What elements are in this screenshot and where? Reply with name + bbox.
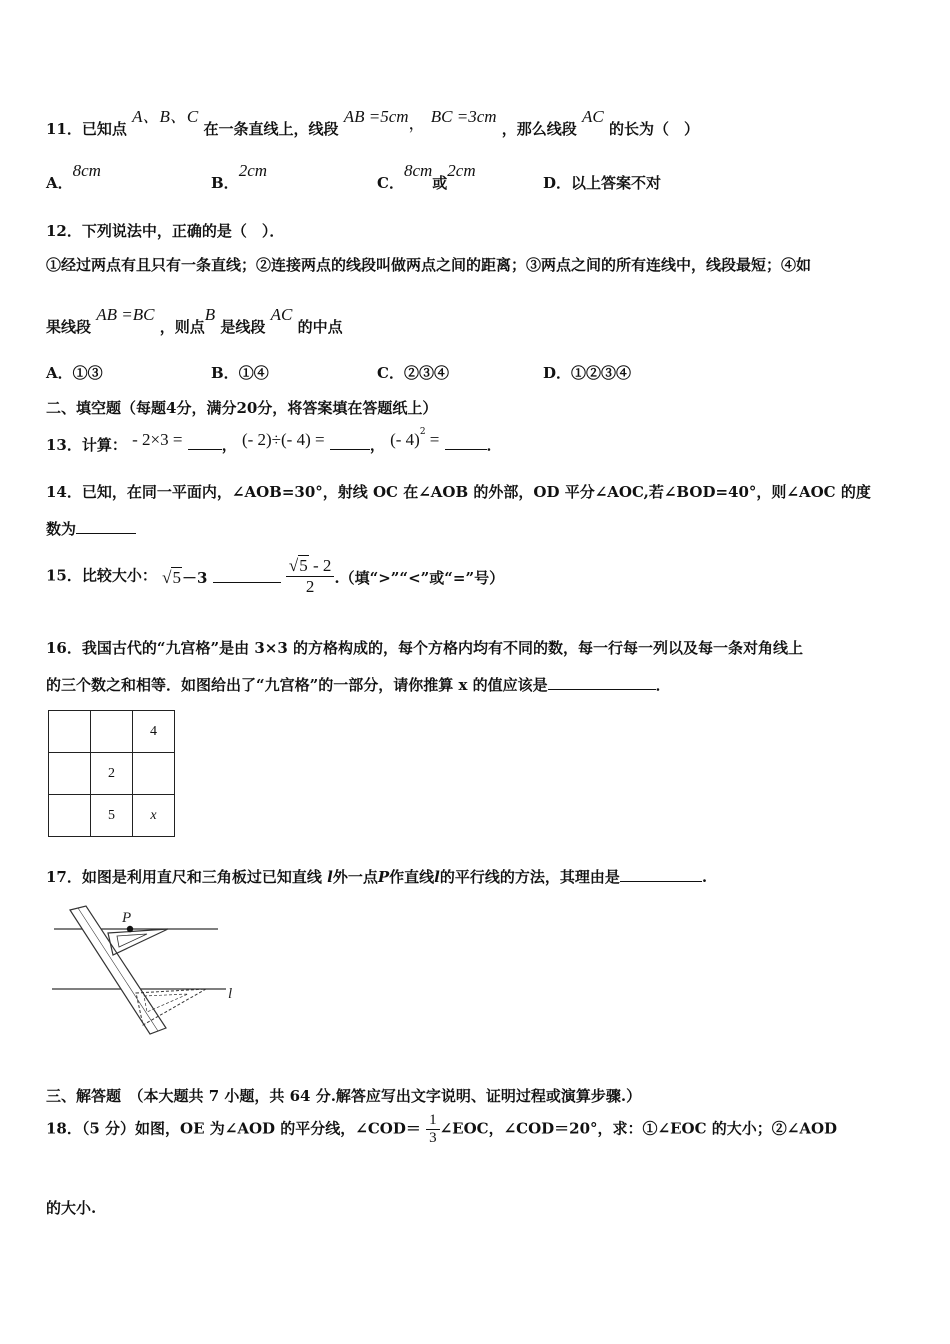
label-p: P <box>122 910 132 926</box>
q16-line-1: 16．我国古代的“九宫格”是由 3×3 的方格构成的，每个方格内均有不同的数，每一行每一列以及每一条对角线上 <box>46 639 804 657</box>
q13: 13．计算： - 2×3 = ， (- 2)÷(- 4) = ， (- 4)$^2$ = ． <box>46 427 502 454</box>
q14-blank[interactable] <box>76 519 136 534</box>
q16-line-2: 的三个数之和相等．如图给出了“九宫格”的一部分，请你推算 x 的值应该是 ． <box>46 676 671 694</box>
q12-statement-4: 果线段 AB =BC ，则点B 是线段 AC 的中点 <box>46 305 343 336</box>
q13-blank-2[interactable] <box>330 435 370 450</box>
grid-cell <box>49 711 91 753</box>
q15: 15．比较大小： √5－3 $\frac{√5 - 2}{2}$ .（填“>”“<”或“=”号） <box>46 556 505 596</box>
q11-ac: AC <box>582 107 604 126</box>
q12-option-a[interactable]: A．①③ <box>46 364 103 382</box>
q13-expr-1: - 2×3 = <box>132 430 183 449</box>
q14-line-2: 数为 <box>46 518 136 539</box>
q11-option-c[interactable]: C．8cm或2cm <box>377 161 476 192</box>
q12-stem: 12．下列说法中，正确的是（ ）． <box>46 222 285 240</box>
q11-stem: 11．已知点 A、B、C 在一条直线上，线段 AB =5cm， BC =3cm ，那么线段 AC 的长为（ ） <box>46 107 700 138</box>
ruler-triangle-figure <box>48 900 248 1040</box>
q18-line-2: 的大小. <box>46 1199 97 1217</box>
label-l: l <box>228 986 233 1002</box>
q17: 17．如图是利用直尺和三角板过已知直线 l外一点P作直线l的平行线的方法，其理由是 . <box>46 868 708 886</box>
grid-cell <box>133 753 175 795</box>
q15-blank[interactable] <box>213 568 281 583</box>
q11-ab: AB =5cm <box>343 107 409 126</box>
q11-option-a[interactable]: A．8cm <box>46 161 101 192</box>
q11-bc: BC =3cm <box>430 107 497 126</box>
grid-cell: 4 <box>133 711 175 753</box>
grid-cell <box>49 753 91 795</box>
q13-expr-3: (- 4) <box>390 430 420 449</box>
grid-cell: x <box>133 795 175 837</box>
q13-blank-1[interactable] <box>188 435 222 450</box>
q17-blank[interactable] <box>620 867 702 882</box>
section-2-heading: 二、填空题（每题4分，满分20分，将答案填在答题纸上） <box>46 399 438 417</box>
q11-option-d[interactable]: D．以上答案不对 <box>543 174 662 192</box>
q12-option-d[interactable]: D．①②③④ <box>543 364 632 382</box>
grid-cell: 2 <box>91 753 133 795</box>
q16-blank[interactable] <box>548 675 656 690</box>
q18-line-1: 18．（5 分）如图，OE 为∠AOD 的平分线，∠COD＝ $\frac{1}{3}$ ∠EOC，∠COD＝20°，求：①∠EOC 的大小；②∠AOD <box>46 1112 838 1146</box>
q11-points: A、B、C <box>132 107 199 126</box>
q13-expr-2: (- 2)÷(- 4) = <box>241 430 325 449</box>
q12-option-c[interactable]: C．②③④ <box>377 364 449 382</box>
q15-fraction: $\frac{√5 - 2}{2}$ <box>286 556 335 597</box>
q15-sqrt5: √5 <box>162 567 181 587</box>
q12-statements: ①经过两点有且只有一条直线；②连接两点的线段叫做两点之间的距离；③两点之间的所有连线中，线段最短；④如 <box>46 256 812 274</box>
q18-fraction: $\frac{1}{3}$ <box>426 1112 440 1147</box>
q14-line-1: 14．已知，在同一平面内，∠AOB=30°，射线 OC 在∠AOB 的外部，OD 平分∠AOC,若∠BOD=40°，则∠AOC 的度 <box>46 483 871 501</box>
section-3-heading: 三、解答题 （本大题共 7 小题，共 64 分.解答应写出文字说明、证明过程或演算步骤.） <box>46 1087 642 1105</box>
q12-eq: AB =BC <box>96 305 155 324</box>
grid-cell <box>91 711 133 753</box>
triangle-upper <box>108 929 168 955</box>
q12-option-b[interactable]: B．①④ <box>211 364 269 382</box>
grid-cell: 5 <box>91 795 133 837</box>
q13-blank-3[interactable] <box>445 435 487 450</box>
point-p <box>127 926 133 932</box>
ruler-inner-edge <box>78 908 158 1031</box>
nine-grid <box>48 710 175 837</box>
q11-option-b[interactable]: B．2cm <box>211 161 268 192</box>
grid-cell <box>49 795 91 837</box>
